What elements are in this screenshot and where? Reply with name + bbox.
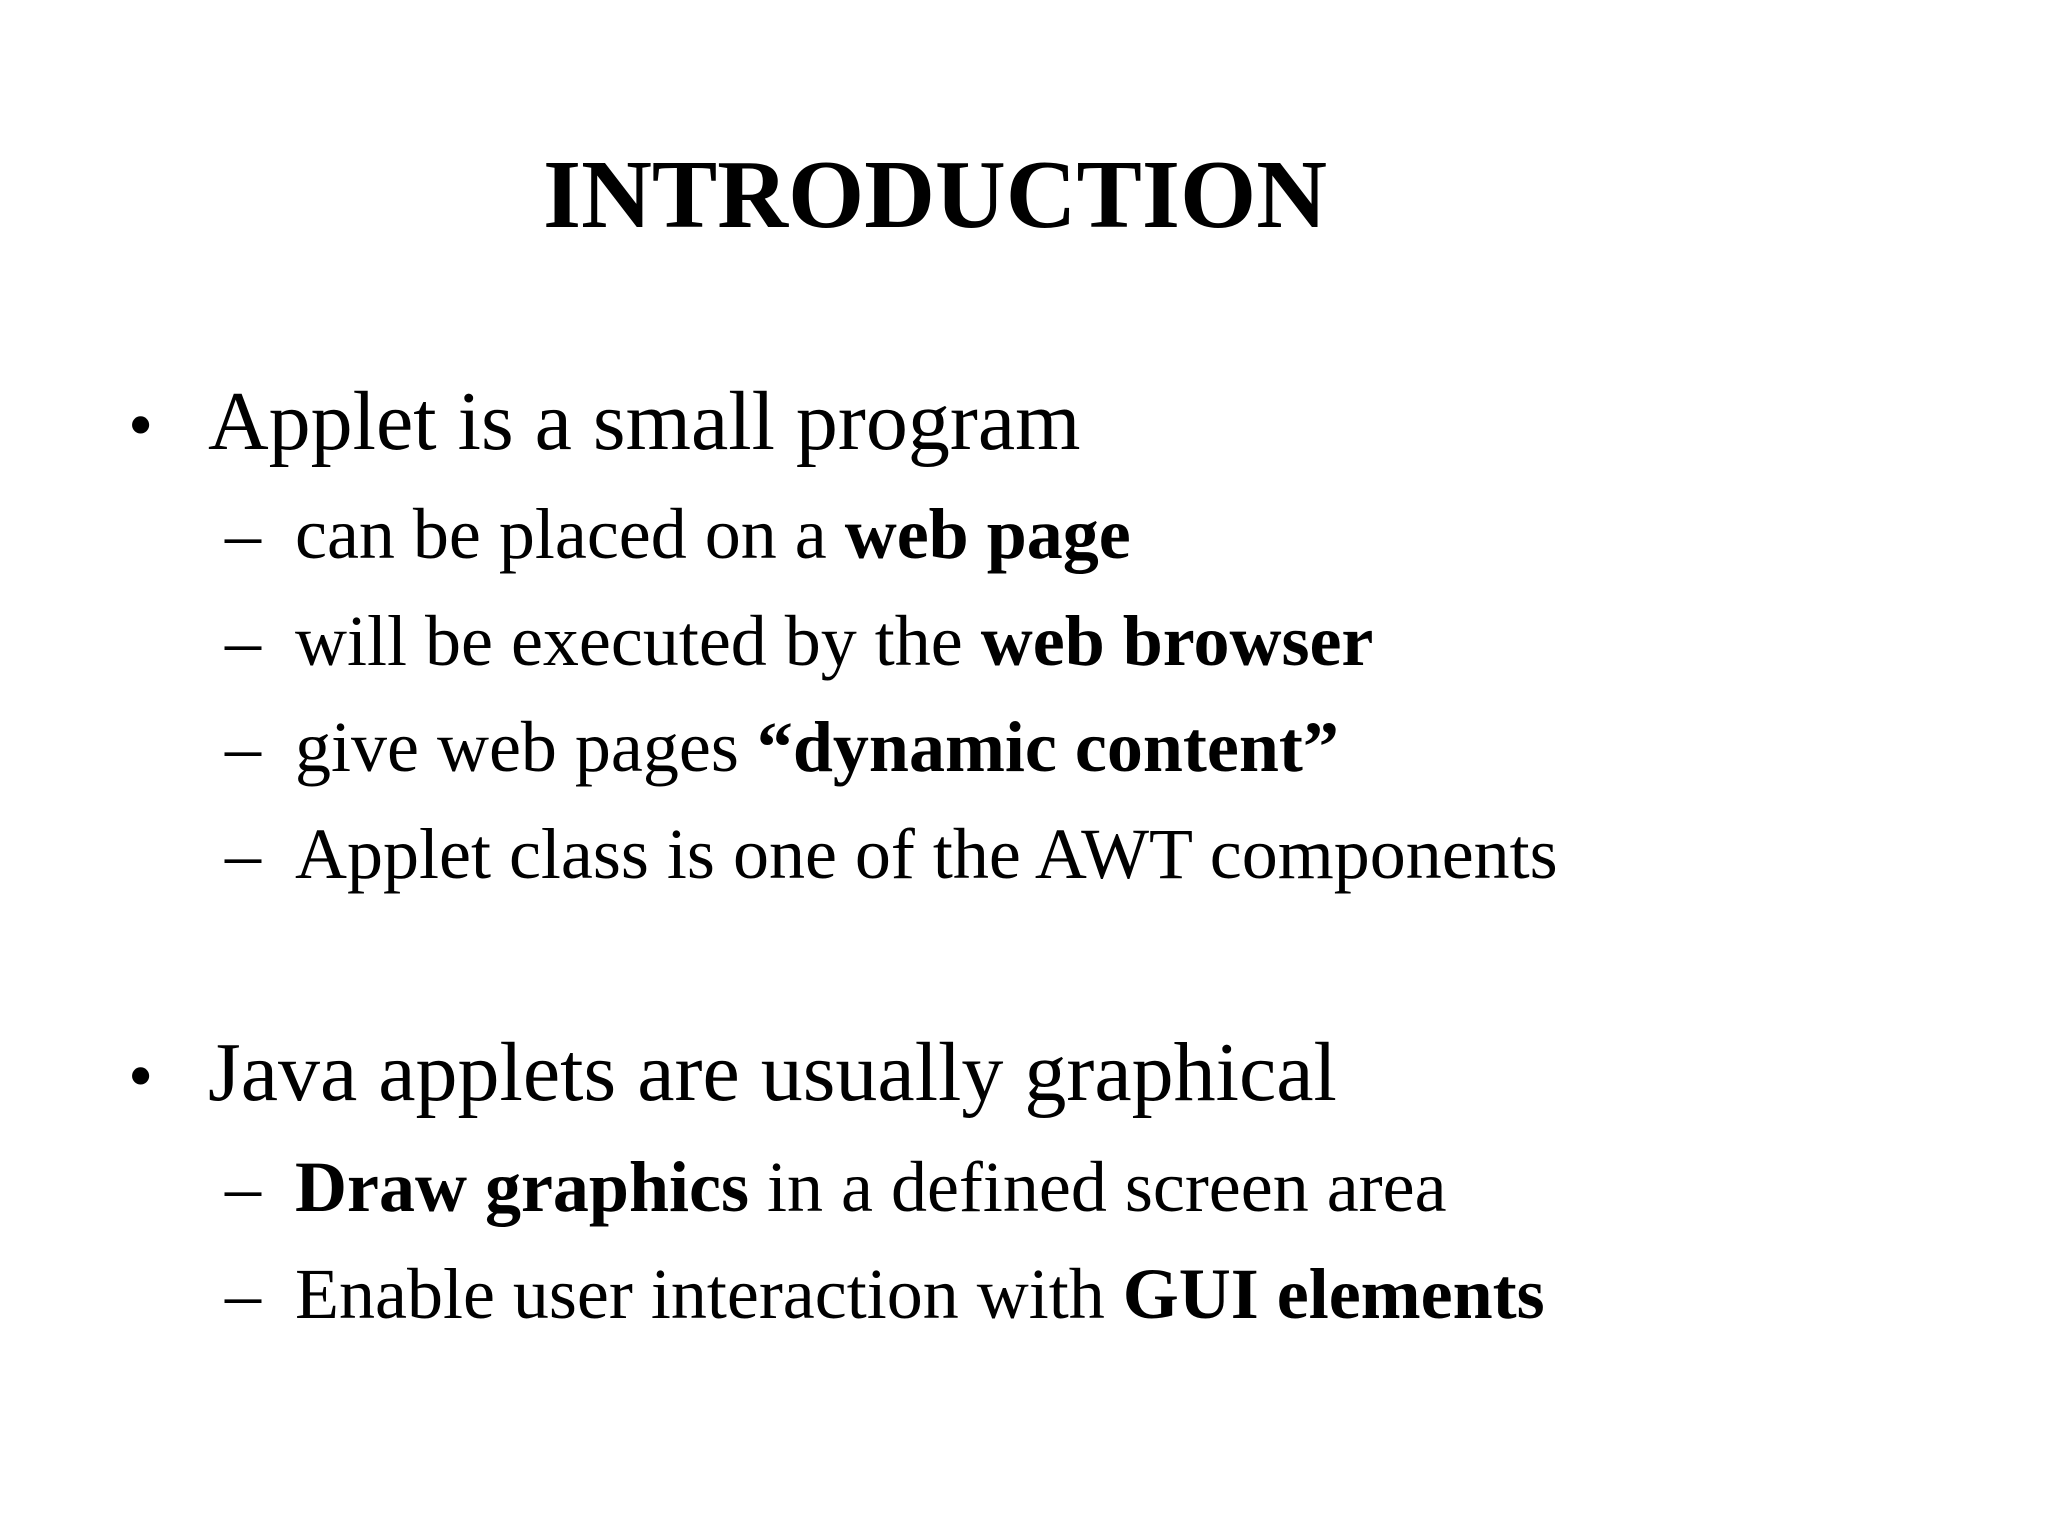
sub-item bbox=[225, 810, 2025, 898]
sub-text-bold: web browser bbox=[980, 601, 1374, 681]
sub-text: Applet class is one of the AWT components bbox=[295, 814, 1558, 894]
dash-icon: – bbox=[225, 1254, 261, 1334]
bullet-text: Java applets are usually graphical bbox=[208, 1026, 1337, 1119]
sub-text: give web pages bbox=[295, 707, 757, 787]
sub-item bbox=[225, 597, 2025, 685]
sub-text-bold: “dynamic content” bbox=[756, 707, 1339, 787]
sub-item bbox=[225, 1250, 2025, 1338]
dash-icon: – bbox=[225, 601, 261, 681]
bullet-icon: • bbox=[128, 1036, 154, 1116]
dash-icon: – bbox=[225, 494, 261, 574]
dash-icon: – bbox=[225, 1147, 261, 1227]
dash-icon: – bbox=[225, 707, 261, 787]
bullet-icon: • bbox=[128, 385, 154, 465]
slide-title: INTRODUCTION bbox=[542, 141, 1328, 249]
bullet-item bbox=[120, 372, 2000, 475]
sub-text: will be executed by the bbox=[295, 601, 981, 681]
dash-icon: – bbox=[225, 814, 261, 894]
sub-text: Enable user interaction with bbox=[295, 1254, 1123, 1334]
sub-item bbox=[225, 490, 2025, 578]
sub-text-bold: web page bbox=[844, 494, 1131, 574]
bullet-text: Applet is a small program bbox=[208, 375, 1081, 468]
bullet-item bbox=[120, 1023, 2000, 1126]
sub-text: can be placed on a bbox=[295, 494, 845, 574]
sub-item bbox=[225, 703, 2025, 791]
sub-text-bold: GUI elements bbox=[1122, 1254, 1545, 1334]
sub-text-bold: Draw graphics bbox=[295, 1147, 749, 1227]
sub-item bbox=[225, 1143, 2025, 1231]
sub-text-after: in a defined screen area bbox=[748, 1147, 1447, 1227]
